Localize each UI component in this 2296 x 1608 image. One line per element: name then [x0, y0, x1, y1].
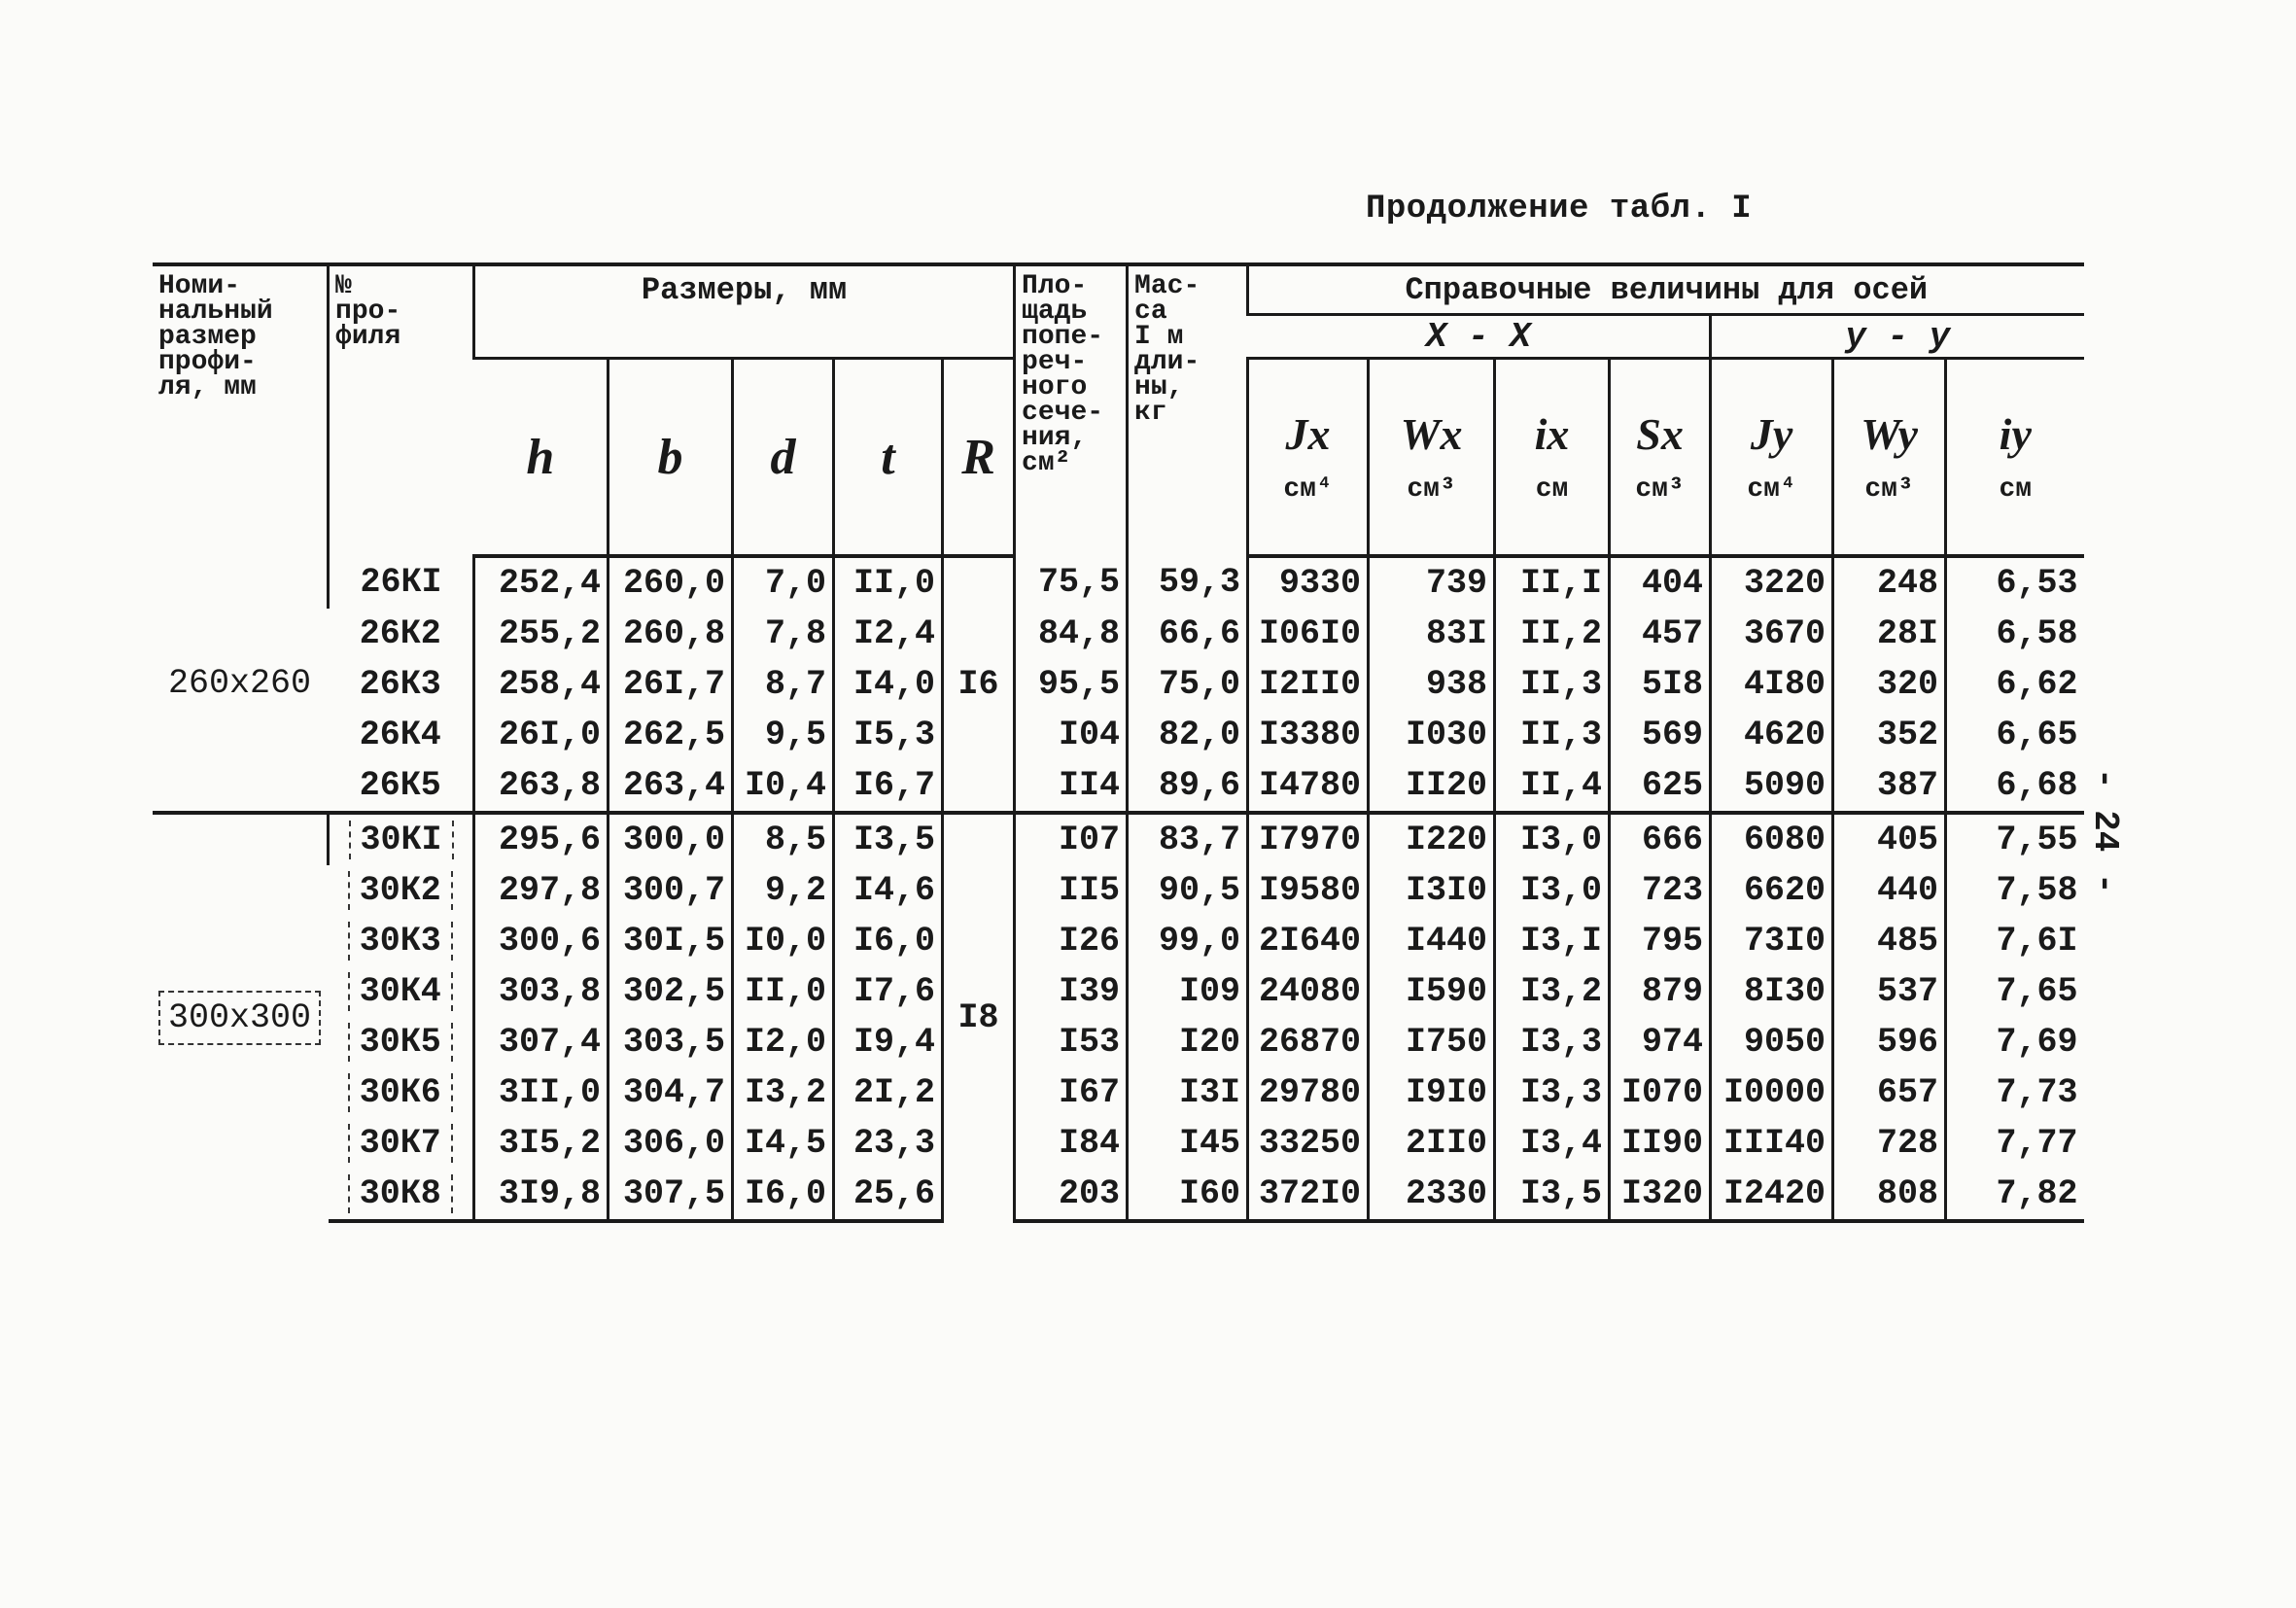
cell-area: I67	[1015, 1067, 1128, 1118]
cell-mass: I20	[1128, 1017, 1248, 1067]
cell-iy: 7,77	[1946, 1118, 2084, 1169]
cell-sx: 569	[1610, 710, 1711, 760]
cell-sx: I070	[1610, 1067, 1711, 1118]
table-row	[153, 916, 2084, 966]
cell-wx: I030	[1369, 710, 1495, 760]
cell-ix: I3,4	[1495, 1118, 1610, 1169]
cell-h: 300,6	[474, 916, 609, 966]
header-profile: № про- филя	[329, 264, 474, 556]
cell-wx: I590	[1369, 966, 1495, 1017]
profile-number-label: 30К6	[348, 1073, 453, 1112]
profile-number	[329, 865, 474, 916]
profile-number-label: 30КI	[349, 821, 454, 859]
profile-number	[329, 813, 474, 865]
cell-h: 307,4	[474, 1017, 609, 1067]
profile-number	[329, 916, 474, 966]
cell-wx: 2330	[1369, 1169, 1495, 1221]
cell-area: I04	[1015, 710, 1128, 760]
cell-wy: 352	[1833, 710, 1946, 760]
cell-h: 26I,0	[474, 710, 609, 760]
cell-wx: II20	[1369, 760, 1495, 813]
cell-b: 262,5	[609, 710, 733, 760]
nominal-size-label: 260x260	[168, 664, 312, 703]
table-row	[153, 865, 2084, 916]
table-row	[153, 609, 2084, 659]
cell-b: 30I,5	[609, 916, 733, 966]
cell-wy: 405	[1833, 813, 1946, 865]
cell-area: II4	[1015, 760, 1128, 813]
cell-jx: 24080	[1248, 966, 1369, 1017]
cell-jx: I3380	[1248, 710, 1369, 760]
cell-ix: I3,3	[1495, 1067, 1610, 1118]
table-caption: Продолжение табл. I	[1366, 191, 1753, 227]
header-h: h	[474, 359, 609, 557]
cell-t: I3,5	[834, 813, 943, 865]
cell-jx: 26870	[1248, 1017, 1369, 1067]
header-wx: Wx см³	[1369, 359, 1495, 557]
cell-d: 8,5	[733, 813, 834, 865]
profile-number	[329, 1118, 474, 1169]
cell-mass: 75,0	[1128, 659, 1248, 710]
cell-sx: 666	[1610, 813, 1711, 865]
header-t: t	[834, 359, 943, 557]
cell-d: II,0	[733, 966, 834, 1017]
cell-jy: 3220	[1711, 556, 1833, 609]
cell-d: I0,0	[733, 916, 834, 966]
profile-number-label: 30К4	[348, 972, 453, 1011]
cell-jy: 6620	[1711, 865, 1833, 916]
cell-iy: 7,58	[1946, 865, 2084, 916]
profile-number-label: 30К3	[348, 922, 453, 961]
profile-number-label: 26К3	[359, 665, 441, 704]
cell-jx: 372I0	[1248, 1169, 1369, 1221]
cell-ix: II,3	[1495, 659, 1610, 710]
cell-wy: 596	[1833, 1017, 1946, 1067]
cell-jx: I4780	[1248, 760, 1369, 813]
header-d: d	[733, 359, 834, 557]
cell-sx: I320	[1610, 1169, 1711, 1221]
cell-mass: 90,5	[1128, 865, 1248, 916]
cell-wx: I3I0	[1369, 865, 1495, 916]
table-row	[153, 1067, 2084, 1118]
cell-ix: I3,I	[1495, 916, 1610, 966]
cell-ix: II,4	[1495, 760, 1610, 813]
cell-iy: 6,62	[1946, 659, 2084, 710]
profile-number-label: 30К2	[348, 871, 453, 910]
nominal-size-label: 300x300	[158, 991, 321, 1045]
profile-number	[329, 1067, 474, 1118]
cell-wy: 657	[1833, 1067, 1946, 1118]
profile-number-label: 26КI	[360, 563, 442, 602]
cell-d: 9,5	[733, 710, 834, 760]
cell-sx: 974	[1610, 1017, 1711, 1067]
table-row	[153, 1169, 2084, 1221]
cell-wx: I9I0	[1369, 1067, 1495, 1118]
cell-b: 306,0	[609, 1118, 733, 1169]
cell-t: I2,4	[834, 609, 943, 659]
cell-h: 3II,0	[474, 1067, 609, 1118]
cell-h: 258,4	[474, 659, 609, 710]
cell-iy: 7,69	[1946, 1017, 2084, 1067]
cell-iy: 6,53	[1946, 556, 2084, 609]
cell-iy: 6,65	[1946, 710, 2084, 760]
header-b: b	[609, 359, 733, 557]
cell-wx: 739	[1369, 556, 1495, 609]
header-wy: Wy см³	[1833, 359, 1946, 557]
cell-b: 302,5	[609, 966, 733, 1017]
cell-sx: 795	[1610, 916, 1711, 966]
cell-ix: II,3	[1495, 710, 1610, 760]
cell-iy: 6,58	[1946, 609, 2084, 659]
cell-t: I6,7	[834, 760, 943, 813]
table-row	[153, 710, 2084, 760]
profile-number-label: 26К2	[359, 614, 441, 653]
cell-d: I6,0	[733, 1169, 834, 1221]
cell-b: 260,8	[609, 609, 733, 659]
cell-mass: 66,6	[1128, 609, 1248, 659]
cell-jx: 2I640	[1248, 916, 1369, 966]
cell-jx: I7970	[1248, 813, 1369, 865]
cell-mass: 89,6	[1128, 760, 1248, 813]
cell-h: 3I9,8	[474, 1169, 609, 1221]
cell-wx: 938	[1369, 659, 1495, 710]
cell-jx: I2II0	[1248, 659, 1369, 710]
table-row	[153, 556, 2084, 609]
cell-iy: 7,65	[1946, 966, 2084, 1017]
cell-wy: 728	[1833, 1118, 1946, 1169]
cell-b: 260,0	[609, 556, 733, 609]
cell-wy: 248	[1833, 556, 1946, 609]
cell-b: 300,7	[609, 865, 733, 916]
cell-h: 255,2	[474, 609, 609, 659]
cell-t: I9,4	[834, 1017, 943, 1067]
table-row	[153, 1118, 2084, 1169]
cell-wx: I750	[1369, 1017, 1495, 1067]
page-number: - 24 -	[2085, 768, 2125, 894]
cell-jy: 6080	[1711, 813, 1833, 865]
header-iy: iy см	[1946, 359, 2084, 557]
cell-ix: I3,0	[1495, 865, 1610, 916]
cell-jx: 29780	[1248, 1067, 1369, 1118]
cell-d: I2,0	[733, 1017, 834, 1067]
profile-number	[329, 710, 474, 760]
cell-mass: 99,0	[1128, 916, 1248, 966]
profile-table	[153, 262, 2084, 1223]
cell-d: I3,2	[733, 1067, 834, 1118]
cell-ix: I3,2	[1495, 966, 1610, 1017]
cell-sx: 625	[1610, 760, 1711, 813]
table-row	[153, 966, 2084, 1017]
cell-wy: 808	[1833, 1169, 1946, 1221]
cell-sx: 879	[1610, 966, 1711, 1017]
header-reference: Справочные величины для осей	[1248, 264, 2084, 315]
header-area: Пло- щадь попе- реч- ного сече- ния, см²	[1015, 264, 1128, 556]
cell-R: I8	[943, 813, 1015, 1221]
table-row	[153, 1017, 2084, 1067]
cell-wy: 320	[1833, 659, 1946, 710]
cell-iy: 7,55	[1946, 813, 2084, 865]
cell-wx: 2II0	[1369, 1118, 1495, 1169]
header-jx: Jx см⁴	[1248, 359, 1369, 557]
cell-jy: I0000	[1711, 1067, 1833, 1118]
cell-jy: 3670	[1711, 609, 1833, 659]
cell-b: 303,5	[609, 1017, 733, 1067]
header-nominal: Номи- нальный размер профи- ля, мм	[153, 264, 329, 556]
cell-wx: I440	[1369, 916, 1495, 966]
cell-area: 75,5	[1015, 556, 1128, 609]
profile-number	[329, 556, 474, 609]
cell-h: 263,8	[474, 760, 609, 813]
cell-h: 252,4	[474, 556, 609, 609]
header-ix: ix см	[1495, 359, 1610, 557]
profile-number	[329, 659, 474, 710]
cell-area: II5	[1015, 865, 1128, 916]
nominal-size	[153, 813, 329, 1221]
nominal-size	[153, 556, 329, 813]
cell-jy: 73I0	[1711, 916, 1833, 966]
cell-sx: 457	[1610, 609, 1711, 659]
cell-jy: 4I80	[1711, 659, 1833, 710]
cell-h: 297,8	[474, 865, 609, 916]
profile-number-label: 30К8	[348, 1174, 453, 1213]
cell-jy: 8I30	[1711, 966, 1833, 1017]
cell-jy: 5090	[1711, 760, 1833, 813]
cell-t: I7,6	[834, 966, 943, 1017]
cell-jy: 9050	[1711, 1017, 1833, 1067]
cell-h: 303,8	[474, 966, 609, 1017]
cell-wy: 440	[1833, 865, 1946, 916]
profile-number	[329, 1169, 474, 1221]
cell-d: 7,8	[733, 609, 834, 659]
profile-number	[329, 760, 474, 813]
header-sx: Sx см³	[1610, 359, 1711, 557]
cell-mass: I3I	[1128, 1067, 1248, 1118]
profile-number	[329, 609, 474, 659]
header-r: R	[943, 359, 1015, 557]
header-axis-x: X - X	[1248, 315, 1711, 359]
header-mass: Мас- са I м дли- ны, кг	[1128, 264, 1248, 556]
cell-jx: I06I0	[1248, 609, 1369, 659]
table-row	[153, 813, 2084, 865]
cell-t: 23,3	[834, 1118, 943, 1169]
cell-mass: 83,7	[1128, 813, 1248, 865]
cell-wy: 537	[1833, 966, 1946, 1017]
cell-wy: 485	[1833, 916, 1946, 966]
cell-iy: 6,68	[1946, 760, 2084, 813]
cell-area: I07	[1015, 813, 1128, 865]
cell-wy: 387	[1833, 760, 1946, 813]
cell-area: I26	[1015, 916, 1128, 966]
cell-R: I6	[943, 556, 1015, 813]
cell-iy: 7,82	[1946, 1169, 2084, 1221]
cell-mass: I45	[1128, 1118, 1248, 1169]
profile-number-label: 30К7	[348, 1124, 453, 1163]
cell-ix: II,2	[1495, 609, 1610, 659]
cell-area: I53	[1015, 1017, 1128, 1067]
cell-t: II,0	[834, 556, 943, 609]
cell-iy: 7,6I	[1946, 916, 2084, 966]
cell-ix: I3,5	[1495, 1169, 1610, 1221]
cell-sx: II90	[1610, 1118, 1711, 1169]
cell-t: I4,6	[834, 865, 943, 916]
cell-b: 300,0	[609, 813, 733, 865]
cell-d: I0,4	[733, 760, 834, 813]
cell-jy: 4620	[1711, 710, 1833, 760]
cell-d: 9,2	[733, 865, 834, 916]
header-axis-y: y - y	[1711, 315, 2084, 359]
cell-jx: 9330	[1248, 556, 1369, 609]
cell-jy: I2420	[1711, 1169, 1833, 1221]
cell-t: 25,6	[834, 1169, 943, 1221]
cell-h: 295,6	[474, 813, 609, 865]
cell-wy: 28I	[1833, 609, 1946, 659]
table-row	[153, 659, 2084, 710]
cell-area: I84	[1015, 1118, 1128, 1169]
cell-b: 304,7	[609, 1067, 733, 1118]
cell-jx: I9580	[1248, 865, 1369, 916]
header-dimensions: Размеры, мм	[474, 264, 1015, 359]
cell-b: 26I,7	[609, 659, 733, 710]
cell-d: 7,0	[733, 556, 834, 609]
cell-d: I4,5	[733, 1118, 834, 1169]
cell-b: 307,5	[609, 1169, 733, 1221]
profile-number-label: 26К4	[359, 716, 441, 754]
cell-wx: I220	[1369, 813, 1495, 865]
cell-mass: 82,0	[1128, 710, 1248, 760]
cell-t: I4,0	[834, 659, 943, 710]
cell-sx: 723	[1610, 865, 1711, 916]
cell-area: 203	[1015, 1169, 1128, 1221]
cell-b: 263,4	[609, 760, 733, 813]
cell-mass: I60	[1128, 1169, 1248, 1221]
cell-sx: 5I8	[1610, 659, 1711, 710]
profile-number-label: 26К5	[359, 766, 441, 805]
cell-sx: 404	[1610, 556, 1711, 609]
profile-number	[329, 1017, 474, 1067]
table-row	[153, 760, 2084, 813]
cell-area: 95,5	[1015, 659, 1128, 710]
cell-t: 2I,2	[834, 1067, 943, 1118]
profile-number-label: 30К5	[348, 1023, 453, 1062]
cell-ix: I3,3	[1495, 1017, 1610, 1067]
cell-t: I6,0	[834, 916, 943, 966]
cell-ix: II,I	[1495, 556, 1610, 609]
cell-area: I39	[1015, 966, 1128, 1017]
cell-d: 8,7	[733, 659, 834, 710]
cell-h: 3I5,2	[474, 1118, 609, 1169]
cell-wx: 83I	[1369, 609, 1495, 659]
profile-number	[329, 966, 474, 1017]
cell-mass: I09	[1128, 966, 1248, 1017]
cell-t: I5,3	[834, 710, 943, 760]
cell-area: 84,8	[1015, 609, 1128, 659]
cell-ix: I3,0	[1495, 813, 1610, 865]
header-jy: Jy см⁴	[1711, 359, 1833, 557]
cell-jy: III40	[1711, 1118, 1833, 1169]
cell-iy: 7,73	[1946, 1067, 2084, 1118]
cell-mass: 59,3	[1128, 556, 1248, 609]
cell-jx: 33250	[1248, 1118, 1369, 1169]
